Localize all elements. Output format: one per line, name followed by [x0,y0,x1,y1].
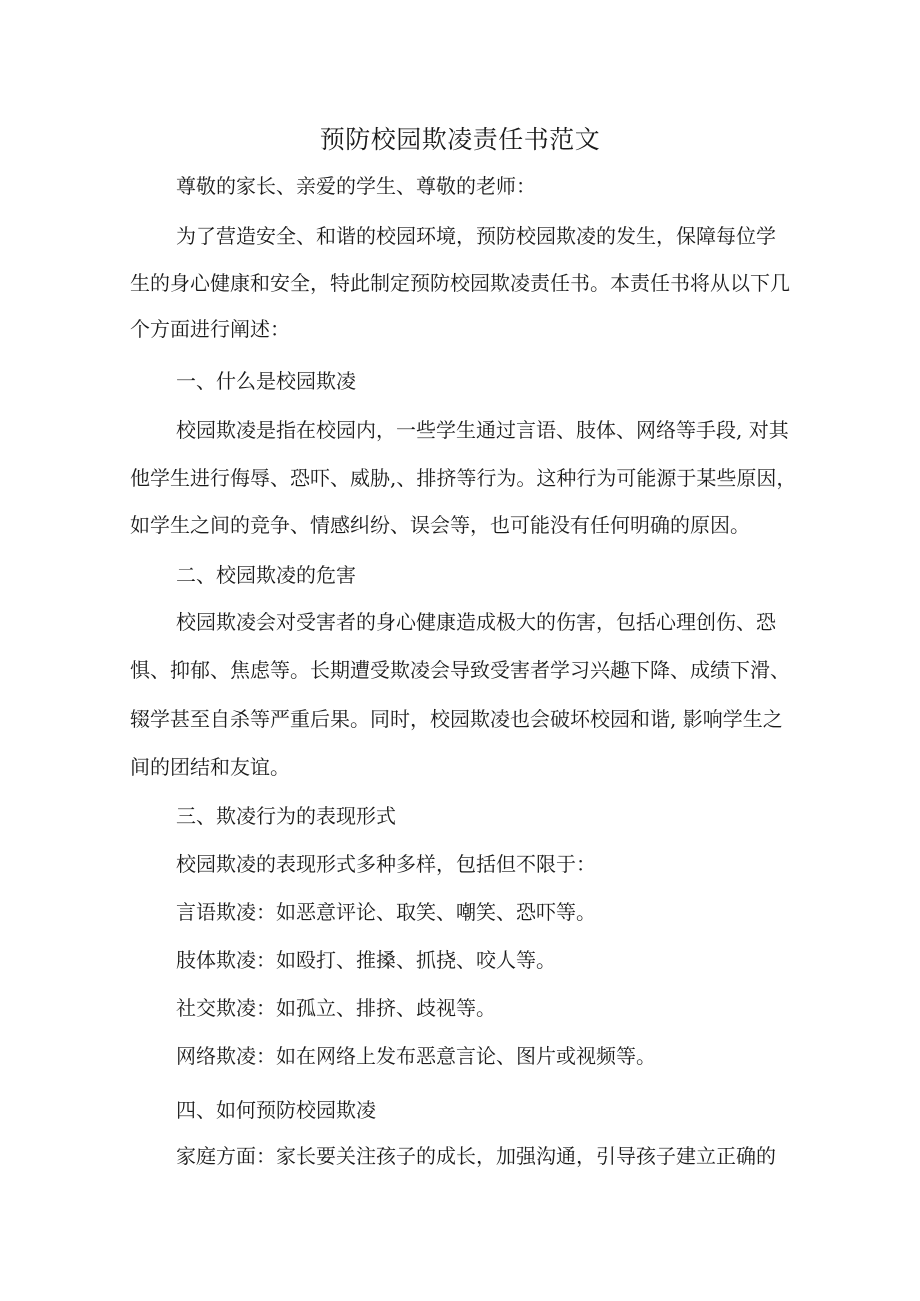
paragraph-line: 辍学甚至自杀等严重后果。同时，校园欺凌也会破坏校园和谐, 影响学生之 [130,707,783,731]
list-item: 肢体欺凌：如殴打、推搡、抓挠、咬人等。 [176,948,556,972]
list-item: 网络欺凌：如在网络上发布恶意言论、图片或视频等。 [176,1044,656,1068]
section-heading: 一、什么是校园欺凌 [176,369,356,393]
paragraph-line: 惧、抑郁、焦虑等。长期遭受欺凌会导致受害者学习兴趣下降、成绩下滑、 [130,658,790,682]
section-heading: 二、校园欺凌的危害 [176,563,356,587]
paragraph-line: 如学生之间的竞争、情感纠纷、误会等，也可能没有任何明确的原因。 [130,513,750,537]
intro-line: 为了营造安全、和谐的校园环境，预防校园欺凌的发生，保障每位学 [176,224,776,248]
paragraph-line: 校园欺凌是指在校园内，一些学生通过言语、肢体、网络等手段, 对其 [176,418,789,442]
paragraph-line: 校园欺凌的表现形式多种多样，包括但不限于： [176,852,596,876]
intro-line: 生的身心健康和安全，特此制定预防校园欺凌责任书。本责任书将从以下几 [130,271,790,295]
list-item: 言语欺凌：如恶意评论、取笑、嘲笑、恐吓等。 [176,900,596,924]
list-item: 社交欺凌：如孤立、排挤、歧视等。 [176,996,496,1020]
section-heading: 四、如何预防校园欺凌 [176,1098,376,1122]
paragraph-line: 他学生进行侮辱、恐吓、威胁,、排挤等行为。这种行为可能源于某些原因， [130,466,797,490]
paragraph-line: 校园欺凌会对受害者的身心健康造成极大的伤害，包括心理创伤、恐 [176,610,776,634]
intro-line: 个方面进行阐述： [130,317,290,341]
greeting: 尊敬的家长、亲爱的学生、尊敬的老师： [176,174,536,198]
paragraph-line: 家庭方面：家长要关注孩子的成长，加强沟通，引导孩子建立正确的 [176,1144,776,1168]
document-title: 预防校园欺凌责任书范文 [319,125,601,154]
paragraph-line: 间的团结和友谊。 [130,755,290,779]
section-heading: 三、欺凌行为的表现形式 [176,804,396,828]
